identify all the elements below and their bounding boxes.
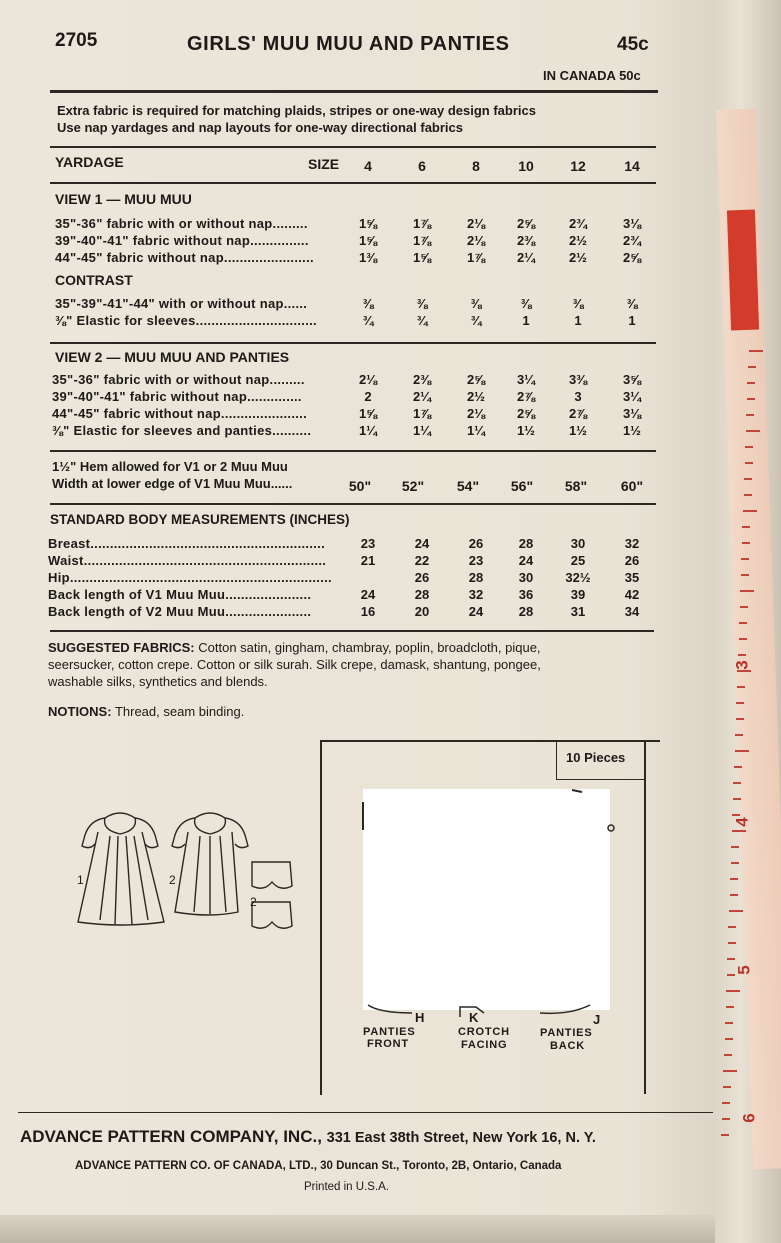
tape-tick: [740, 590, 754, 592]
view2-cell: 2⅛: [358, 372, 378, 387]
view1-cell: 1⅞: [412, 233, 432, 248]
hem-width-value: 56": [510, 478, 534, 494]
tape-tick: [739, 638, 747, 640]
tape-tick: [739, 622, 747, 624]
tape-tick: [744, 494, 752, 496]
tape-tick: [746, 414, 754, 416]
tape-tick: [742, 542, 750, 544]
tape-number-5: 5: [734, 965, 754, 975]
hem-width-value: 52": [401, 478, 425, 494]
rule: [50, 342, 656, 344]
size-8: 8: [472, 158, 480, 174]
tape-tick: [727, 958, 735, 960]
note-line-1: Extra fabric is required for matching plaids, stripes or one-way design fabrics: [57, 103, 536, 118]
tape-tick: [745, 446, 753, 448]
tape-tick: [724, 1054, 732, 1056]
measurements-cell: 28: [518, 536, 534, 551]
view1-cell: 2⅝: [622, 250, 642, 265]
piece-outlines: [360, 995, 610, 1025]
view1-row-label: 35"-36" fabric with or without nap.........: [55, 216, 308, 231]
contrast-heading: CONTRAST: [55, 272, 133, 288]
view1-cell: 1⅝: [358, 216, 378, 231]
view2-cell: 2⅞: [568, 406, 588, 421]
view1-row-label: 39"-40"-41" fabric without nap...............: [55, 233, 309, 248]
contrast-cell: ⅜: [626, 296, 638, 311]
tape-tick: [730, 878, 738, 880]
rule: [50, 450, 656, 452]
tape-tick: [731, 862, 739, 864]
measurements-cell: 23: [468, 553, 484, 568]
tape-tick: [729, 910, 743, 912]
view1-cell: 1⅝: [358, 233, 378, 248]
view2-cell: 3⅜: [568, 372, 588, 387]
tape-tick: [741, 574, 749, 576]
header-rule: [50, 90, 658, 93]
size-10: 10: [518, 158, 534, 174]
measurements-row-label: Back length of V2 Muu Muu......................: [48, 604, 312, 619]
measurements-cell: 30: [518, 570, 534, 585]
footer-address: 331 East 38th Street, New York 16, N. Y.: [326, 1130, 596, 1146]
tape-tick: [745, 462, 753, 464]
measurements-cell: 31: [570, 604, 586, 619]
tape-tick: [721, 1134, 729, 1136]
tape-tick: [728, 926, 736, 928]
tape-tick: [725, 1038, 733, 1040]
footer-rule: [18, 1112, 713, 1113]
pieces-divider: [556, 742, 557, 779]
view2-cell: 1⅝: [358, 406, 378, 421]
tape-number-3: 3: [732, 660, 752, 670]
measurements-cell: 35: [624, 570, 640, 585]
size-12: 12: [570, 158, 586, 174]
fabrics-line-2: seersucker, cotton crepe. Cotton or silk surah. Silk crepe, damask, shantung, pongee,: [48, 657, 541, 672]
measurements-cell: 32: [468, 587, 484, 602]
measurements-cell: 26: [414, 570, 430, 585]
view2-cell: 3: [574, 389, 582, 404]
view2-heading: VIEW 2 — MUU MUU AND PANTIES: [55, 349, 290, 365]
view2-cell: 1½: [568, 423, 588, 438]
footer-printed: Printed in U.S.A.: [304, 1181, 390, 1193]
measurements-cell: 28: [414, 587, 430, 602]
view2-cell: 2⅞: [516, 389, 536, 404]
view2-cell: 2⅝: [516, 406, 536, 421]
contrast-cell: ⅜: [470, 296, 482, 311]
view2-row-label: 44"-45" fabric without nap......................: [52, 406, 307, 421]
measurements-cell: 32½: [565, 570, 591, 585]
piece-label-crotch-facing-2: FACING: [461, 1039, 508, 1051]
view1-cell: 1⅞: [412, 216, 432, 231]
hem-line-1: 1½" Hem allowed for V1 or 2 Muu Muu: [52, 459, 288, 474]
note-line-2: Use nap yardages and nap layouts for one-way directional fabrics: [57, 120, 464, 135]
tape-tick: [744, 478, 752, 480]
view2-cell: 3⅛: [622, 406, 642, 421]
view1-cell: 2½: [568, 250, 588, 265]
piece-fragments: [360, 790, 620, 850]
view-number-1: 1: [77, 873, 84, 887]
canada-price: IN CANADA 50c: [543, 68, 641, 83]
hem-width-value: 60": [620, 478, 644, 494]
measurements-cell: 39: [570, 587, 586, 602]
tape-tick: [732, 814, 740, 816]
view1-cell: 3⅛: [622, 216, 642, 231]
tape-tick: [726, 1006, 734, 1008]
view2-cell: 2⅛: [466, 406, 486, 421]
yardage-heading: YARDAGE: [55, 154, 124, 170]
tape-tick: [747, 382, 755, 384]
view2-cell: 3⅝: [622, 372, 642, 387]
measurements-cell: 21: [360, 553, 376, 568]
fabrics-text-1: Cotton satin, gingham, chambray, poplin, broadcloth, pique,: [198, 640, 541, 655]
page-title: GIRLS' MUU MUU AND PANTIES: [187, 33, 510, 55]
footer-company-line: [20, 1127, 596, 1147]
measurements-cell: 30: [570, 536, 586, 551]
tape-number-6: 6: [739, 1113, 759, 1123]
view2-row-label: 39"-40"-41" fabric without nap..............: [52, 389, 302, 404]
view2-cell: 2½: [466, 389, 486, 404]
measurements-cell: 22: [414, 553, 430, 568]
tape-tick: [728, 942, 736, 944]
view2-row-label: ⅜" Elastic for sleeves and panties..........: [52, 423, 312, 438]
tape-number-4: 4: [732, 817, 752, 827]
measurements-cell: 32: [624, 536, 640, 551]
layout-box-left: [320, 740, 322, 1095]
tape-tick: [726, 990, 740, 992]
measurements-row-label: Hip...................................................................: [48, 570, 332, 585]
rule: [50, 503, 656, 505]
contrast-row-label: ⅜" Elastic for sleeves...............................: [55, 313, 317, 328]
tape-tick: [743, 510, 757, 512]
piece-label-panties-back-2: BACK: [550, 1040, 585, 1052]
measurements-cell: 24: [414, 536, 430, 551]
piece-label-panties-front-1: PANTIES: [363, 1026, 416, 1038]
view1-cell: 2⅝: [516, 216, 536, 231]
view1-heading: VIEW 1 — MUU MUU: [55, 191, 192, 207]
notions-text: Thread, seam binding.: [114, 704, 245, 719]
measurements-cell: 23: [360, 536, 376, 551]
tape-tick: [736, 718, 744, 720]
tape-tick: [723, 1070, 737, 1072]
measurements-heading: STANDARD BODY MEASUREMENTS (INCHES): [50, 512, 350, 527]
view2-cell: 2⅝: [466, 372, 486, 387]
view1-cell: 2⅛: [466, 233, 486, 248]
view2-cell: 3¼: [516, 372, 536, 387]
view-number-2-panties: 2: [250, 895, 257, 909]
measurements-cell: 16: [360, 604, 376, 619]
pattern-number: 2705: [55, 30, 98, 51]
piece-label-panties-back-1: PANTIES: [540, 1027, 593, 1039]
tape-tick: [730, 894, 738, 896]
contrast-cell: 1: [522, 313, 530, 328]
pieces-rule: [556, 779, 644, 780]
view1-row-label: 44"-45" fabric without nap.......................: [55, 250, 314, 265]
measurements-cell: 24: [468, 604, 484, 619]
contrast-row-label: 35"-39"-41"-44" with or without nap......: [55, 296, 308, 311]
notions-line: [48, 704, 244, 719]
tape-tick: [748, 366, 756, 368]
tape-tick: [722, 1102, 730, 1104]
footer-company: ADVANCE PATTERN COMPANY, INC.,: [20, 1127, 322, 1146]
measurements-cell: 36: [518, 587, 534, 602]
measurements-cell: 25: [570, 553, 586, 568]
view1-cell: 1⅝: [412, 250, 432, 265]
view1-cell: 2⅛: [466, 216, 486, 231]
fabrics-line-1: [48, 640, 541, 655]
hem-line-2: Width at lower edge of V1 Muu Muu......: [52, 476, 293, 491]
contrast-cell: ⅜: [572, 296, 584, 311]
tape-tick: [738, 654, 746, 656]
tape-tick: [731, 846, 739, 848]
view2-cell: 2¼: [412, 389, 432, 404]
view1-cell: 2½: [568, 233, 588, 248]
contrast-cell: ⅜: [416, 296, 428, 311]
hem-width-value: 54": [456, 478, 480, 494]
hem-width-value: 58": [564, 478, 588, 494]
tape-tick: [733, 782, 741, 784]
measurements-cell: 20: [414, 604, 430, 619]
size-4: 4: [364, 158, 372, 174]
piece-label-crotch-facing-1: CROTCH: [458, 1026, 510, 1038]
garment-illustration: [60, 800, 320, 950]
contrast-cell: ⅜: [520, 296, 532, 311]
tape-tick: [727, 974, 735, 976]
size-14: 14: [624, 158, 640, 174]
view2-cell: 1⅞: [412, 406, 432, 421]
view2-cell: 3¼: [622, 389, 642, 404]
tape-tick: [723, 1086, 731, 1088]
size-6: 6: [418, 158, 426, 174]
size-label: SIZE: [308, 156, 340, 172]
measurements-cell: 24: [360, 587, 376, 602]
rule: [50, 630, 654, 632]
piece-letter-k: K: [469, 1010, 479, 1025]
view1-cell: 2¼: [516, 250, 536, 265]
notions-label: NOTIONS:: [48, 704, 112, 719]
measurements-cell: 26: [468, 536, 484, 551]
tape-tick: [733, 798, 741, 800]
tape-measure-red-band: [727, 210, 759, 331]
tape-tick: [737, 686, 745, 688]
tape-tick: [740, 606, 748, 608]
view1-cell: 2¾: [622, 233, 642, 248]
tape-tick: [741, 558, 749, 560]
fabrics-label: SUGGESTED FABRICS:: [48, 640, 195, 655]
measurements-row-label: Breast............................................................: [48, 536, 325, 551]
tape-tick: [732, 830, 746, 832]
hem-width-value: 50": [348, 478, 372, 494]
price: 45c: [617, 34, 649, 55]
contrast-cell: ¾: [362, 313, 374, 328]
measurements-cell: 28: [468, 570, 484, 585]
view1-cell: 2⅜: [516, 233, 536, 248]
measurements-cell: 24: [518, 553, 534, 568]
view1-cell: 1⅞: [466, 250, 486, 265]
tape-tick: [735, 734, 743, 736]
tape-tick: [746, 430, 760, 432]
tape-tick: [737, 670, 751, 672]
piece-letter-j: J: [593, 1012, 601, 1027]
view-number-2: 2: [169, 873, 176, 887]
tape-tick: [736, 702, 744, 704]
piece-letter-h: H: [415, 1010, 425, 1025]
view1-cell: 2¾: [568, 216, 588, 231]
layout-box-right: [644, 742, 646, 1094]
contrast-cell: 1: [574, 313, 582, 328]
view2-cell: 1¼: [358, 423, 378, 438]
measurements-row-label: Waist..............................................................: [48, 553, 327, 568]
tape-tick: [742, 526, 750, 528]
fabrics-line-3: washable silks, synthetics and blends.: [48, 674, 268, 689]
contrast-cell: ¾: [470, 313, 482, 328]
view2-cell: 1¼: [466, 423, 486, 438]
measurements-cell: 42: [624, 587, 640, 602]
contrast-cell: 1: [628, 313, 636, 328]
view2-cell: 2⅜: [412, 372, 432, 387]
footer-canada: ADVANCE PATTERN CO. OF CANADA, LTD., 30 Duncan St., Toronto, 2B, Ontario, Canada: [75, 1160, 562, 1172]
view2-cell: 1¼: [412, 423, 432, 438]
pieces-count: 10 Pieces: [566, 750, 626, 765]
contrast-cell: ⅜: [362, 296, 374, 311]
contrast-cell: ¾: [416, 313, 428, 328]
tape-tick: [734, 766, 742, 768]
rule: [50, 146, 656, 148]
measurements-cell: 34: [624, 604, 640, 619]
tape-tick: [725, 1022, 733, 1024]
tape-tick: [735, 750, 749, 752]
measurements-cell: 26: [624, 553, 640, 568]
view2-cell: 1½: [516, 423, 536, 438]
layout-box-top: [320, 740, 660, 742]
tape-tick: [747, 398, 755, 400]
rule: [50, 182, 656, 184]
view2-cell: 2: [364, 389, 372, 404]
measurements-cell: 28: [518, 604, 534, 619]
view1-cell: 1⅜: [358, 250, 378, 265]
view2-cell: 1½: [622, 423, 642, 438]
measurements-row-label: Back length of V1 Muu Muu......................: [48, 587, 312, 602]
view2-row-label: 35"-36" fabric with or without nap.........: [52, 372, 305, 387]
tape-tick: [722, 1118, 730, 1120]
piece-label-panties-front-2: FRONT: [367, 1038, 409, 1050]
tape-tick: [749, 350, 763, 352]
